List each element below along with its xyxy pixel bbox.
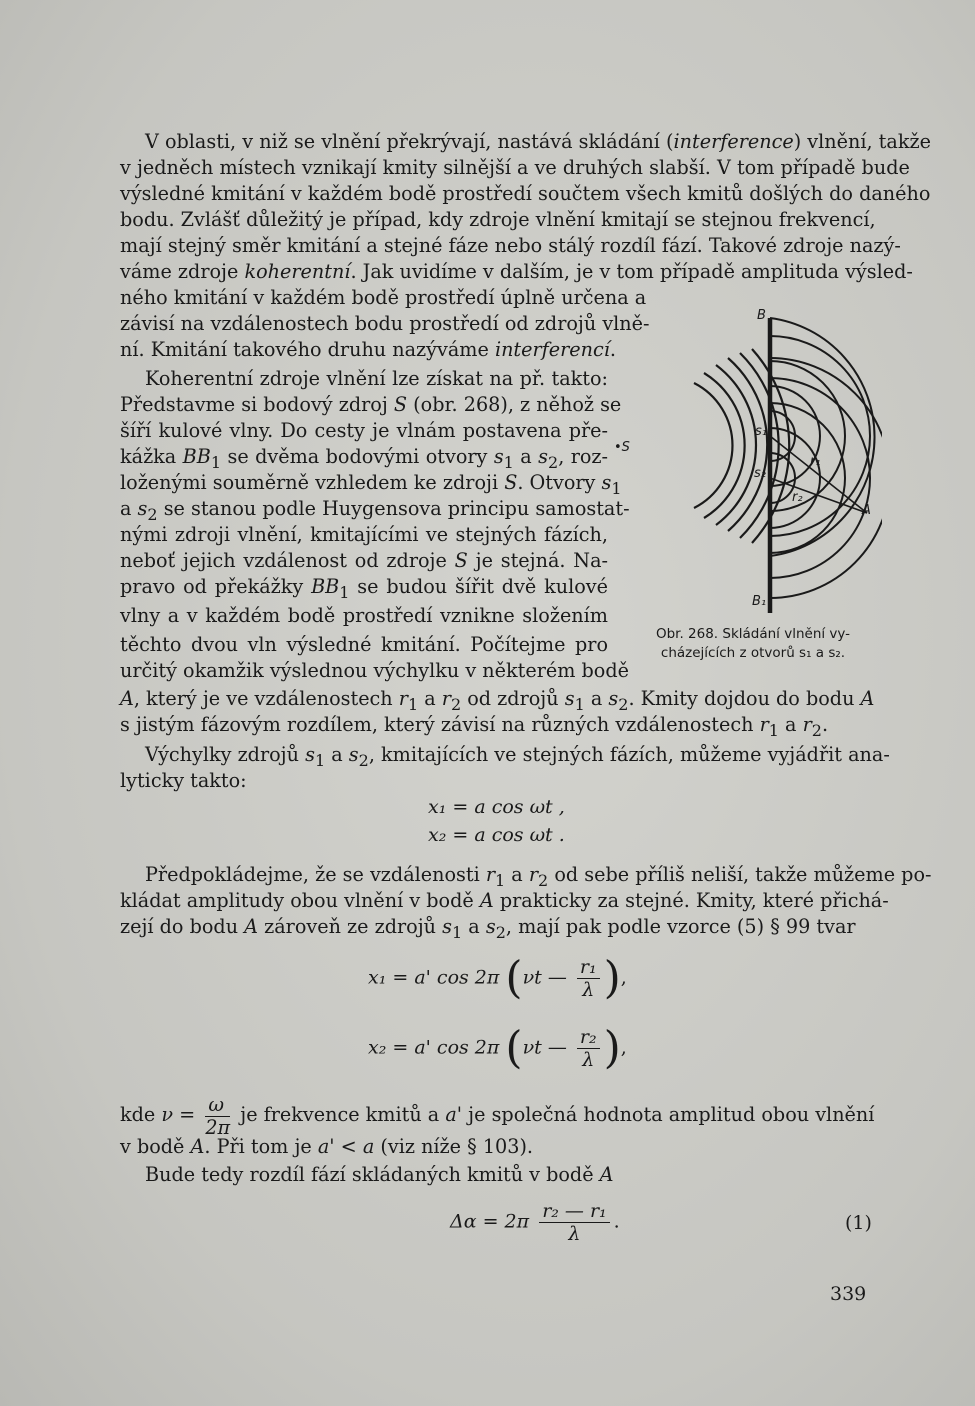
text-line: neboť jejich vzdálenost od zdroje S je stejná. Na- <box>120 549 608 572</box>
text-line: Bude tedy rozdíl fází skládaných kmitů v bodě A <box>145 1163 614 1186</box>
text-line: ní. Kmitání takového druhu nazýváme interferencí. <box>120 338 617 361</box>
text-line: určitý okamžik výslednou výchylku v některém bodě <box>120 659 629 682</box>
text-line: mají stejný směr kmitání a stejné fáze nebo stálý rozdíl fází. Takové zdroje nazý- <box>120 234 901 257</box>
text-line: závisí na vzdálenostech bodu prostředí od zdrojů vlně- <box>120 312 650 335</box>
text-line: pravo od překážky $BB_1$ se budou šířit dvě kulové <box>120 575 608 602</box>
outgoing-wavefronts-s1 <box>770 318 875 556</box>
equation-phase-difference: Δα = 2π $\frac{\text{r₂ — r₁}}{\lambda}$ . <box>450 1200 620 1245</box>
text-line: váme zdroje koherentní. Jak uvidíme v dalším, je v tom případě amplituda výsled- <box>120 260 913 283</box>
text-line: Koherentní zdroje vlnění lze získat na př. takto: <box>145 367 608 390</box>
text-line: těchto dvou vln výsledné kmitání. Počítejme pro <box>120 633 608 656</box>
text-line: ného kmitání v každém bodě prostředí úplně určena a <box>120 286 647 309</box>
text-line: výsledné kmitání v každém bodě prostředí součtem všech kmitů došlých do daného <box>120 182 931 205</box>
text-line: Předpokládejme, že se vzdálenosti $r_1$ a $r_2$ od sebe příliš neliší, takže můžeme po- <box>145 863 932 890</box>
text-line: V oblasti, v niž se vlnění překrývají, nastává skládání (interference) vlnění, takže <box>145 130 931 153</box>
text-line: nými zdroji vlnění, kmitajícími ve stejných fázích, <box>120 523 608 546</box>
equation-x2: x₂ = a cos ωt . <box>428 824 565 846</box>
text-line: zejí do bodu A zároveň ze zdrojů $s_1$ a $s_2$, mají pak podle vzorce (5) § 99 tvar <box>120 915 856 942</box>
label-r1: r₁ <box>810 454 821 469</box>
label-B: B <box>757 308 766 323</box>
caption-line: Obr. 268. Skládání vlnění vy- <box>655 626 851 642</box>
text-line: Výchylky zdrojů $s_1$ a $s_2$, kmitajících ve stejných fázích, můžeme vyjádřit ana- <box>145 743 890 770</box>
text-line: bodu. Zvlášť důležitý je případ, kdy zdroje vlnění kmitají se stejnou frekvencí, <box>120 208 876 231</box>
label-s1: s₁ <box>755 424 767 439</box>
label-r2: r₂ <box>792 490 803 505</box>
equation-number: (1) <box>845 1212 872 1234</box>
interference-figure <box>612 303 882 618</box>
text-line: kážka $BB_1$ se dvěma bodovými otvory $s_1$ a $s_2$, roz- <box>120 445 609 472</box>
label-A: A <box>862 503 871 518</box>
text-line: A, který je ve vzdálenostech $r_1$ a $r_2$ od zdrojů $s_1$ a $s_2$. Kmity dojdou do bodu A <box>120 687 875 714</box>
text-line: kládat amplitudy obou vlnění v bodě A prakticky za stejné. Kmity, které přichá- <box>120 889 889 912</box>
caption-line: cházejících z otvorů s₁ a s₂. <box>660 645 846 661</box>
label-S: •S <box>614 440 630 455</box>
text-line: v jedněch místech vznikají kmity silnější a ve druhých slabší. V tom případě bude <box>120 156 910 179</box>
figure-caption <box>633 625 873 663</box>
equation-x1-wave: x₁ = a' cos 2π (νt — $\frac{\text{r₁}}{\lambda}$ ), <box>368 952 627 1004</box>
text-line: a $s_2$ se stanou podle Huygensova principu samostat- <box>120 497 630 524</box>
text-line: s jistým fázovým rozdílem, který závisí na různých vzdálenostech $r_1$ a $r_2$. <box>120 713 829 740</box>
outgoing-wavefronts-s2 <box>770 358 882 598</box>
equation-x2-wave: x₂ = a' cos 2π (νt — $\frac{\text{r₂}}{\lambda}$ ), <box>368 1022 627 1074</box>
text-line: v bodě A. Při tom je a' < a (viz níže § 103). <box>120 1135 534 1158</box>
text-line: lyticky takto: <box>120 769 247 792</box>
text-line: loženými souměrně vzhledem ke zdroji S. Otvory $s_1$ <box>120 471 622 498</box>
label-s2: s₂ <box>754 466 766 481</box>
text-line: vlny a v každém bodě prostředí vznikne složením <box>120 604 608 627</box>
ray-r2 <box>770 478 867 513</box>
page-number: 339 <box>830 1283 867 1305</box>
text-line: Představme si bodový zdroj S (obr. 268), z něhož se <box>120 393 622 416</box>
equation-x1: x₁ = a cos ωt , <box>428 796 565 818</box>
text-line: šíří kulové vlny. Do cesty je vlnám postavena pře- <box>120 419 608 442</box>
label-B1: B₁ <box>752 594 767 609</box>
text-line: kde ν = $\frac{\omega}{2\pi}$ je frekvence kmitů a a' je společná hodnota amplitud obou vlnění <box>120 1092 875 1139</box>
